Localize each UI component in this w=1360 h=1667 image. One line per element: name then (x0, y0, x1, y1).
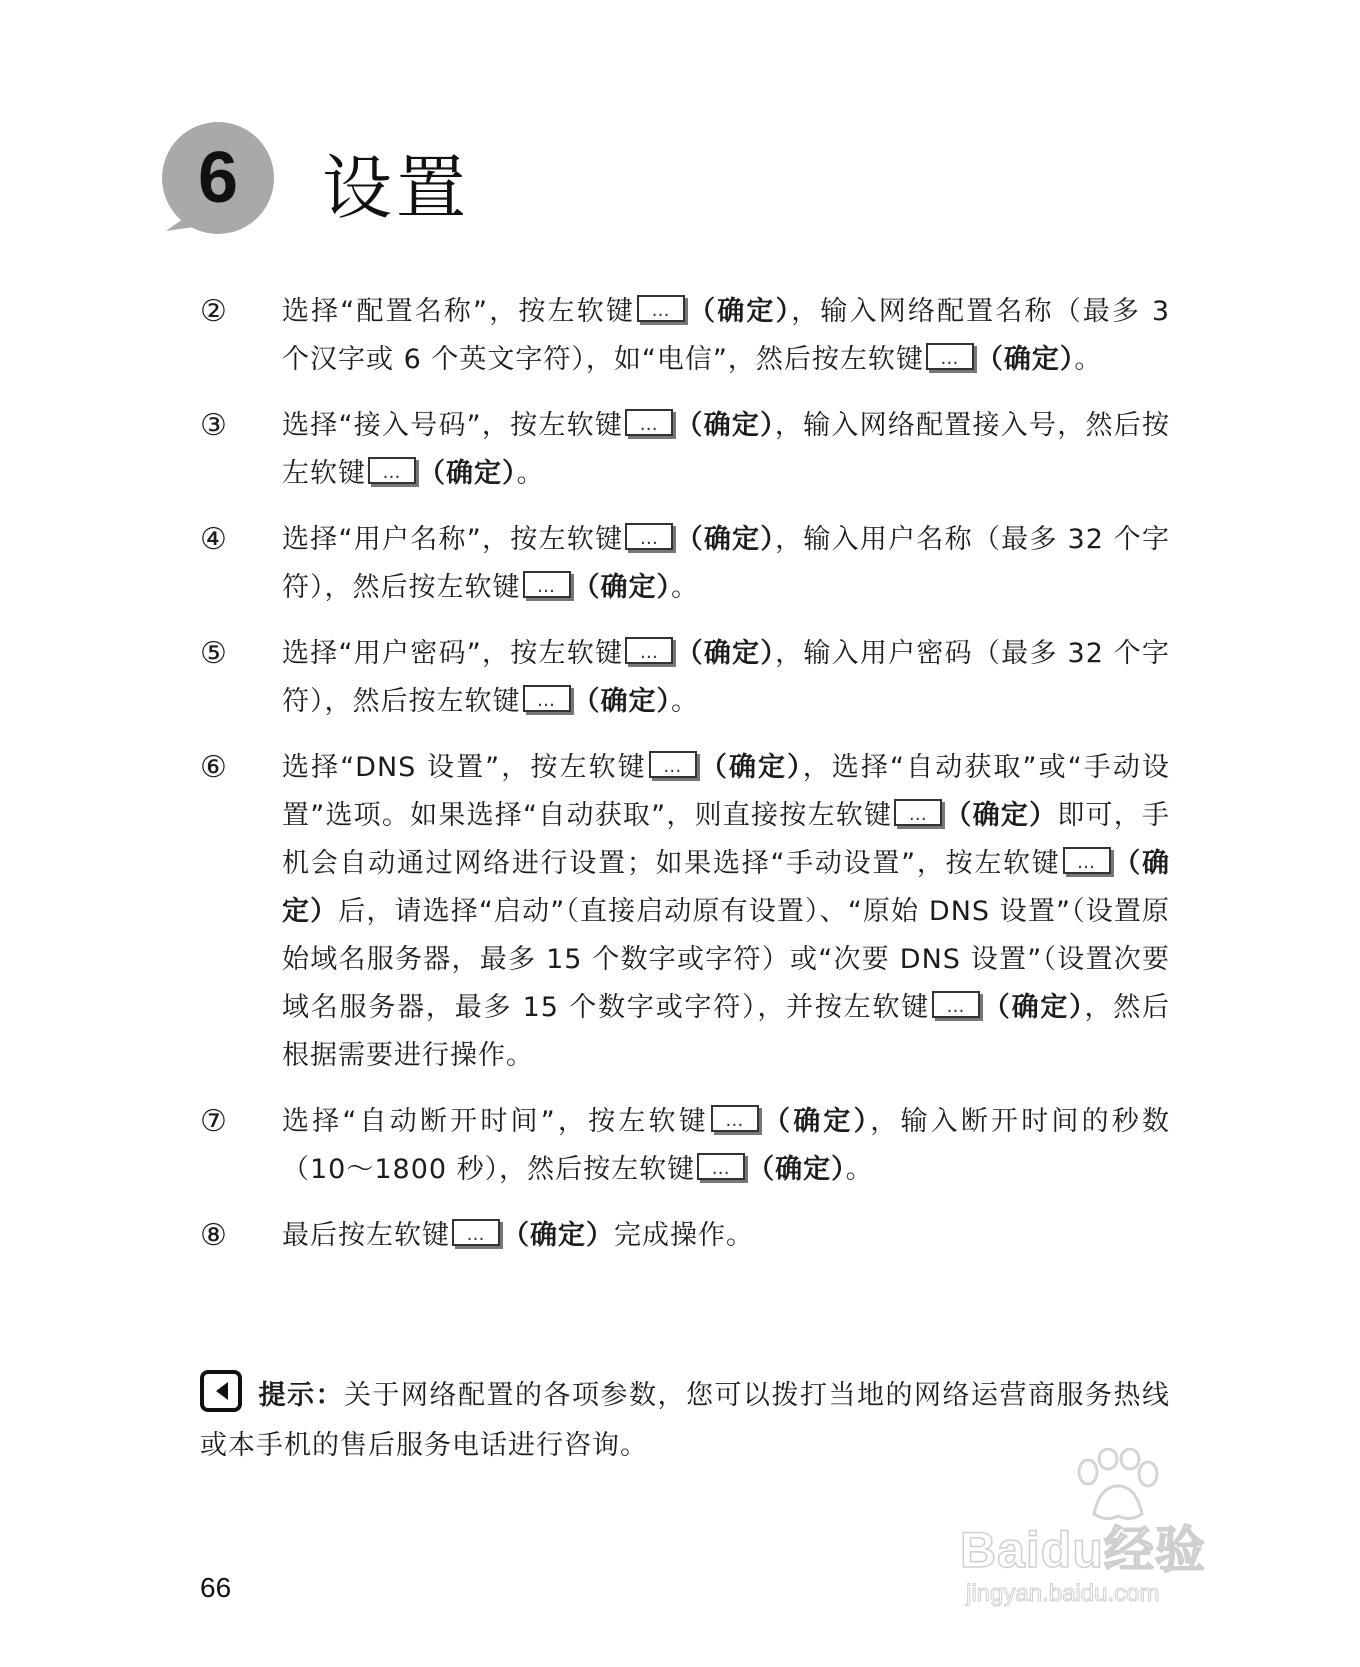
confirm-label: （确定） (698, 752, 803, 783)
step-text-segment: 选择“DNS 设置”，按左软键 (282, 752, 647, 783)
step-text-segment: ，选择“自动获取”或“手动设置”选项。如果选择“自动获取”，则直接按左软键 (282, 752, 1171, 831)
step-item (200, 288, 1170, 384)
step-list (200, 288, 1170, 1278)
step-number: ⑧ (200, 1218, 227, 1253)
left-softkey-icon (637, 295, 685, 322)
step-text (282, 1212, 1170, 1260)
step-text-segment: 。 (671, 572, 699, 603)
tip-text: 关于网络配置的各项参数，您可以拨打当地的网络运营商服务热线或本手机的售后服务电话进行咨询。 (200, 1380, 1170, 1461)
step-item (200, 402, 1170, 498)
step-text-segment: 。 (845, 1154, 874, 1185)
left-softkey-icon (926, 343, 974, 370)
watermark-url: jingyan.baidu.com (966, 1580, 1160, 1607)
confirm-label: （确定） (975, 344, 1075, 375)
step-text-segment: 选择“用户密码”，按左软键 (282, 638, 624, 669)
confirm-label: （确定） (982, 992, 1085, 1023)
step-text-segment: ，然后根据需要进行操作。 (282, 992, 1171, 1071)
page-number: 66 (200, 1572, 232, 1603)
step-text (282, 288, 1170, 384)
step-number: ⑥ (200, 750, 227, 785)
step-text-segment: 选择“自动断开时间”，按左软键 (282, 1106, 709, 1137)
chapter-title: 设置 (322, 147, 470, 229)
step-item (200, 744, 1170, 1080)
confirm-label: （确定） (282, 848, 1170, 927)
step-text-segment: 选择“配置名称”，按左软键 (282, 296, 635, 327)
left-softkey-icon (711, 1105, 759, 1132)
confirm-label: （确定） (572, 686, 671, 717)
watermark-logo: Baidu经验 (960, 1522, 1206, 1578)
step-number: ④ (200, 522, 227, 557)
step-text-segment: ，输入用户名称（最多 32 个字符），然后按左软键 (282, 524, 1170, 603)
step-text-segment: 选择“接入号码”，按左软键 (282, 410, 624, 441)
step-text-segment: 。 (671, 686, 699, 717)
step-text (282, 516, 1170, 612)
tip-label: 提示： (258, 1380, 344, 1411)
confirm-label: （确定） (502, 1220, 614, 1251)
step-text-segment: ，输入网络配置名称（最多 3 个汉字或 6 个英文字符），如“电信”，然后按左软键 (282, 296, 1171, 375)
step-number: ⑤ (200, 636, 227, 671)
confirm-label: （确定） (675, 638, 776, 669)
chapter-number: 6 (197, 138, 239, 218)
step-text-segment: ，输入网络配置接入号，然后按左软键 (282, 410, 1171, 489)
confirm-label: （确定） (418, 458, 517, 489)
left-softkey-icon (894, 799, 942, 826)
left-softkey-icon (523, 571, 571, 598)
step-text (282, 402, 1170, 498)
confirm-label: （确定） (675, 410, 775, 441)
confirm-label: （确定） (760, 1106, 871, 1137)
step-item (200, 1212, 1170, 1260)
confirm-label: （确定） (675, 524, 776, 555)
tip-note (200, 1370, 1170, 1471)
left-softkey-icon (523, 685, 571, 712)
step-text-segment: 。 (1074, 344, 1103, 375)
step-item (200, 1098, 1170, 1194)
step-text-segment: ，输入断开时间的秒数（10～1800 秒），然后按左软键 (282, 1106, 1170, 1185)
step-text (282, 1098, 1170, 1194)
step-number: ② (200, 294, 227, 329)
step-text-segment: 完成操作。 (614, 1220, 754, 1251)
step-text-segment: 选择“用户名称”，按左软键 (282, 524, 624, 555)
step-text-segment: 后，请选择“启动”（直接启动原有设置）、“原始 DNS 设置”（设置原始域名服务器，最多 15 个数字或字符）或“次要 DNS 设置”（设置次要域名服务器，最多 15 个数字或字符），并按左软键 (282, 896, 1170, 1023)
confirm-label: （确定） (944, 800, 1058, 831)
left-softkey-icon (932, 991, 980, 1018)
left-softkey-icon (697, 1153, 745, 1180)
speaker-icon (200, 1370, 242, 1412)
step-number: ③ (200, 408, 227, 443)
step-text (282, 630, 1170, 726)
confirm-label: （确定） (747, 1154, 846, 1185)
step-text-segment: 最后按左软键 (282, 1220, 450, 1251)
confirm-label: （确定） (686, 296, 792, 327)
confirm-label: （确定） (572, 572, 671, 603)
step-text-segment: ，输入用户密码（最多 32 个字符），然后按左软键 (282, 638, 1170, 717)
left-softkey-icon (452, 1219, 500, 1246)
left-softkey-icon (649, 751, 697, 778)
step-text-segment: 即可，手机会自动通过网络进行设置；如果选择“手动设置”，按左软键 (282, 800, 1171, 879)
left-softkey-icon (625, 637, 673, 664)
step-text (282, 744, 1170, 1080)
left-softkey-icon (625, 409, 673, 436)
step-item (200, 630, 1170, 726)
step-number: ⑦ (200, 1104, 227, 1139)
left-softkey-icon (625, 523, 673, 550)
left-softkey-icon (1063, 847, 1111, 874)
step-text-segment: 。 (516, 458, 545, 489)
step-item (200, 516, 1170, 612)
left-softkey-icon (368, 457, 416, 484)
